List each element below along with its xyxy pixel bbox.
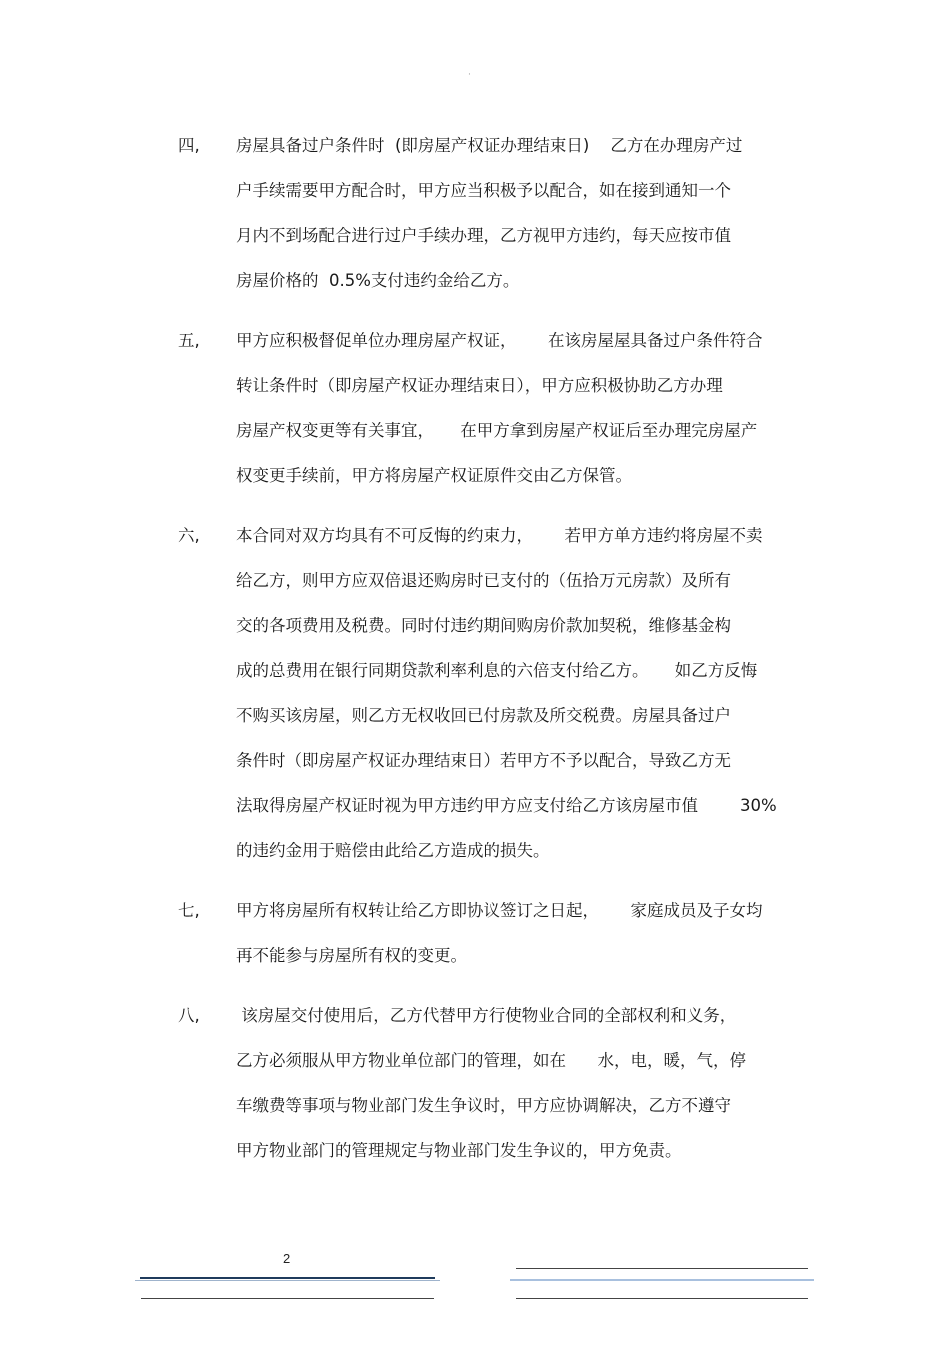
clause-number: 五, [178,331,200,350]
clause-line: 再不能参与房屋所有权的变更。 [236,946,467,965]
page-number: 2 [283,1251,291,1266]
clause-line: 房屋产权变更等有关事宜， 在甲方拿到房屋产权证后至办理完房屋产 [236,421,758,440]
header-mark: · [468,70,471,80]
clause-line: 本合同对双方均具有不可反悔的约束力， 若甲方单方违约将房屋不卖 [236,526,763,545]
clause-line: 户手续需要甲方配合时，甲方应当积极予以配合，如在接到通知一个 [236,181,731,200]
clause-line: 交的各项费用及税费。同时付违约期间购房价款加契税，维修基金构 [236,616,731,635]
footer-rule [135,1280,440,1281]
clause-line: 转让条件时（即房屋产权证办理结束日），甲方应积极协助乙方办理 [236,376,723,395]
clause-line: 权变更手续前，甲方将房屋产权证原件交由乙方保管。 [236,466,632,485]
clause-line: 车缴费等事项与物业部门发生争议时，甲方应协调解决，乙方不遵守 [236,1096,731,1115]
clause-line: 不购买该房屋，则乙方无权收回已付房款及所交税费。房屋具备过户 [236,706,731,725]
clause-number: 七, [178,901,200,920]
clause-line: 给乙方，则甲方应双倍退还购房时已支付的（伍拾万元房款）及所有 [236,571,731,590]
clause-line: 法取得房屋产权证时视为甲方违约甲方应支付给乙方该房屋市值 30% [236,796,777,815]
clause-line: 成的总费用在银行同期贷款利率利息的六倍支付给乙方。 如乙方反悔 [236,661,758,680]
clause-line: 房屋具备过户条件时 (即房屋产权证办理结束日) 乙方在办理房产过 [236,136,743,155]
clause-line: 甲方物业部门的管理规定与物业部门发生争议的，甲方免责。 [236,1141,682,1160]
clause-line: 乙方必须服从甲方物业单位部门的管理，如在 水，电，暖，气，停 [236,1051,746,1070]
footer-rule [516,1298,808,1299]
clause-line: 甲方应积极督促单位办理房屋产权证， 在该房屋屋具备过户条件符合 [236,331,763,350]
clause-line: 的违约金用于赔偿由此给乙方造成的损失。 [236,841,550,860]
clause-number: 六, [178,526,200,545]
clause-line: 该房屋交付使用后，乙方代替甲方行使物业合同的全部权利和义务， [236,1006,737,1025]
footer-rule [516,1268,808,1269]
footer-rule [510,1279,814,1281]
clause-line: 房屋价格的 0.5%支付违约金给乙方。 [236,271,520,290]
clause-line: 甲方将房屋所有权转让给乙方即协议签订之日起， 家庭成员及子女均 [236,901,763,920]
clause-number: 四, [178,136,200,155]
clause-line: 条件时（即房屋产权证办理结束日）若甲方不予以配合，导致乙方无 [236,751,731,770]
footer-rule [141,1298,434,1299]
clause-number: 八, [178,1006,200,1025]
clause-line: 月内不到场配合进行过户手续办理，乙方视甲方违约，每天应按市值 [236,226,731,245]
footer-rule [140,1277,435,1279]
